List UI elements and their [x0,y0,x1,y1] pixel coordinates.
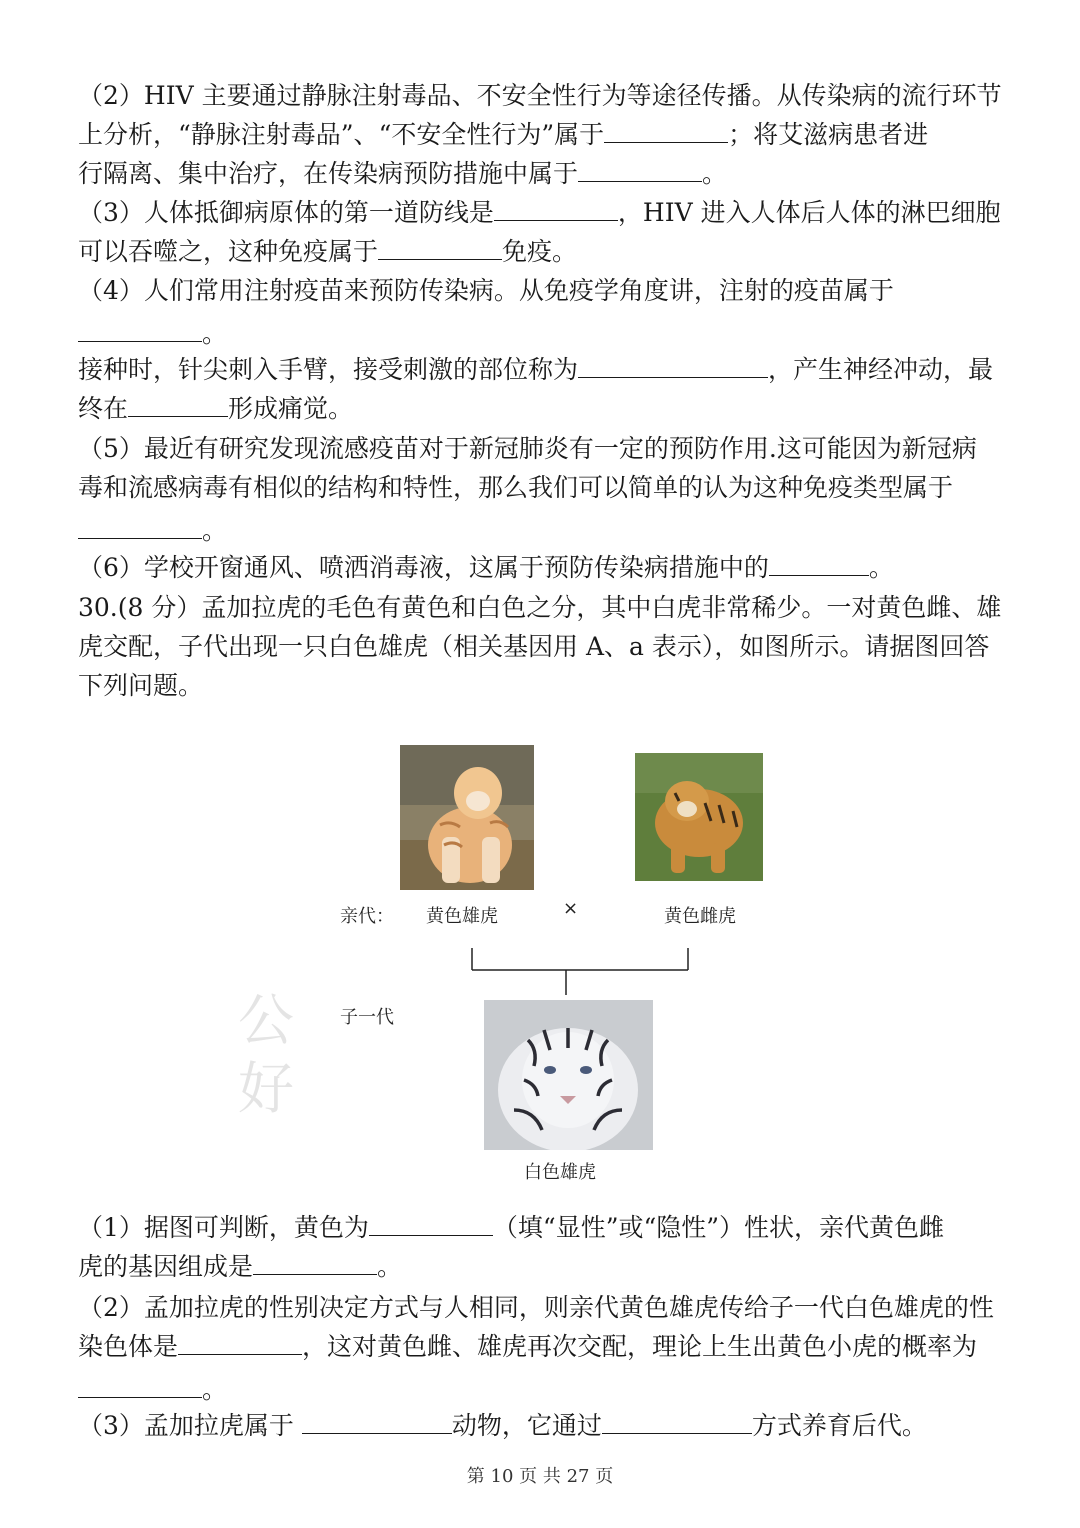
q30-stem-line3: 下列问题。 [78,671,204,700]
q30-sub2-line2: 染色体是 ，这对黄色雌、雄虎再次交配，理论上生出黄色小虎的概率为 [78,1327,1010,1367]
answer-blank[interactable] [178,1328,302,1355]
q29-part3-line1: （3）人体抵御病原体的第一道防线是 ，HIV 进入人体后人体的淋巴细胞 [78,193,1010,233]
q29-part5-line1: （5）最近有研究发现流感疫苗对于新冠肺炎有一定的预防作用.这可能因为新冠病 [78,434,977,463]
q29-part2-line1: （2）HIV 主要通过静脉注射毒品、不安全性行为等途径传播。从传染病的流行环节 [78,81,1002,110]
q29-part4-line2: 。 [78,314,1010,354]
q29-part2-line3: 行隔离、集中治疗，在传染病预防措施中属于 。 [78,154,1010,194]
answer-blank[interactable] [78,1371,202,1398]
q30-sub3: （3）孟加拉虎属于 动物，它通过 方式养育后代。 [78,1406,1010,1446]
q30-sub2-line3: 。 [78,1370,1010,1410]
q29-part5-line2: 毒和流感病毒有相似的结构和特性，那么我们可以简单的认为这种免疫类型属于 [78,473,954,502]
cross-diagram [330,735,780,1195]
answer-blank[interactable] [604,116,728,143]
q30-sub2-line1: （2）孟加拉虎的性别决定方式与人相同，则亲代黄色雄虎传给子一代白色雄虎的性 [78,1293,994,1322]
answer-blank[interactable] [578,155,702,182]
answer-blank[interactable] [769,549,869,576]
q30-stem-line1: 30.(8 分）孟加拉虎的毛色有黄色和白色之分，其中白虎非常稀少。一对黄色雌、雄 [78,593,1002,622]
page-number: 第 10 页 共 27 页 [466,1466,614,1487]
q30-sub1-line2: 虎的基因组成是 。 [78,1247,1010,1287]
q29-part4-line1: （4）人们常用注射疫苗来预防传染病。从免疫学角度讲，注射的疫苗属于 [78,276,894,305]
answer-blank[interactable] [494,194,618,221]
answer-blank[interactable] [78,512,202,539]
female-tiger-label: 黄色雌虎 [664,906,736,927]
answer-blank[interactable] [253,1248,377,1275]
q29-part3-line2: 可以吞噬之，这种免疫属于 免疫。 [78,232,1010,272]
q30-sub1-line1: （1）据图可判断，黄色为 （填“显性”或“隐性”）性状，亲代黄色雌 [78,1208,1010,1248]
answer-blank[interactable] [369,1209,493,1236]
white-tiger-photo [484,1000,653,1150]
q29-part4-line4: 终在 形成痛觉。 [78,389,1010,429]
white-tiger-label: 白色雄虎 [524,1162,596,1183]
offspring-generation-label: 子一代 [340,1007,394,1028]
answer-blank[interactable] [602,1407,752,1434]
watermark: 公 好 [238,989,294,1122]
answer-blank[interactable] [78,315,202,342]
q29-part5-line3: 。 [78,511,1010,551]
male-tiger-label: 黄色雄虎 [426,906,498,927]
answer-blank[interactable] [578,351,768,378]
parent-generation-label: 亲代： [340,906,394,927]
q29-part4-line3: 接种时，针尖刺入手臂，接受刺激的部位称为 ，产生神经冲动，最 [78,350,1010,390]
answer-blank[interactable] [128,390,228,417]
answer-blank[interactable] [378,233,502,260]
q29-part2-line2: 上分析，“静脉注射毒品”、“不安全性行为”属于 ；将艾滋病患者进 [78,115,1010,155]
answer-blank[interactable] [302,1407,452,1434]
q29-part6: （6）学校开窗通风、喷洒消毒液，这属于预防传染病措施中的 。 [78,548,1010,588]
q30-stem-line2: 虎交配，子代出现一只白色雄虎（相关基因用 A、a 表示），如图所示。请据图回答 [78,632,990,661]
cross-symbol: × [563,898,579,919]
